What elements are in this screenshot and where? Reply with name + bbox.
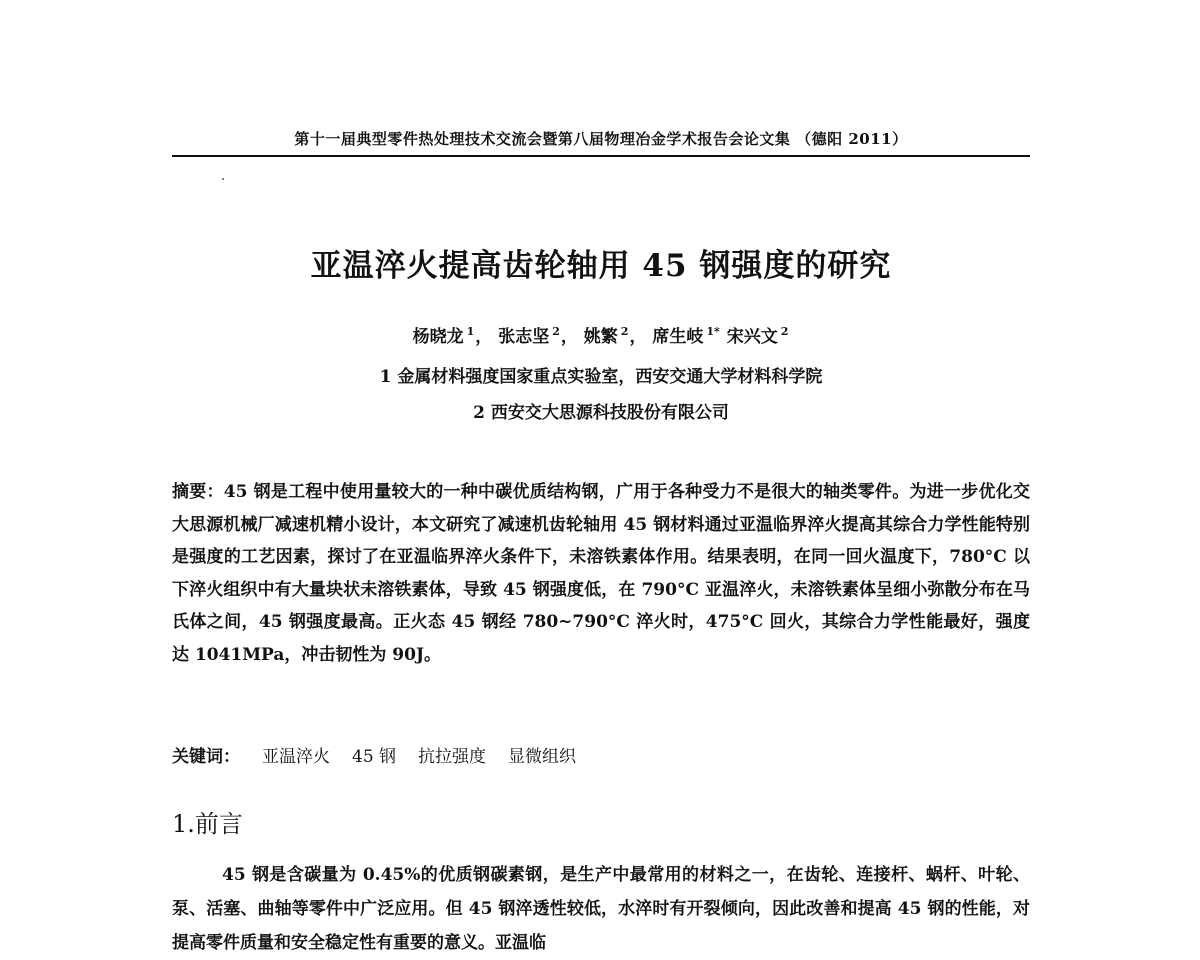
keywords [172, 742, 1030, 767]
author-separator: ， [560, 327, 578, 347]
author-line [172, 322, 1030, 347]
keyword-item: 亚温淬火 [262, 747, 330, 767]
running-header: 第十一届典型零件热处理技术交流会暨第八届物理冶金学术报告会论文集 （德阳 2011） [294, 130, 908, 148]
author-affiliation-mark: 2 [552, 325, 560, 338]
paper-title: 亚温淬火提高齿轮轴用 45 钢强度的研究 [310, 248, 892, 284]
affiliation-2: 2 西安交大思源科技股份有限公司 [473, 403, 729, 423]
keyword-item: 抗拉强度 [418, 747, 487, 767]
author-affiliation-mark: 1 [466, 325, 475, 338]
header-rule [172, 155, 1030, 157]
author-affiliation-mark: 1* [706, 325, 720, 338]
author-separator: ， [629, 327, 647, 347]
author-name: 杨晓龙 [412, 327, 464, 347]
author-affiliation-mark: 2 [620, 325, 629, 338]
author-name: 宋兴文 [726, 327, 778, 347]
keyword-item: 显微组织 [508, 747, 577, 767]
affiliation-1: 1 金属材料强度国家重点实验室，西安交通大学材料科学院 [379, 367, 823, 387]
body-paragraph: 45 钢是含碳量为 0.45%的优质钢碳素钢，是生产中最常用的材料之一，在齿轮、连接杆、蜗杆、叶轮、泵、活塞、曲轴等零件中广泛应用。但 45 钢淬透性较低，水淬时有开裂倾向，因此改善和提高 45 钢的性能，对提高零件质量和安全稳定性有重要的意义。亚温临 [172, 865, 1030, 953]
abstract-text: 45 钢是工程中使用量较大的一种中碳优质结构钢，广用于各种受力不是很大的轴类零件。为进一步优化交大思源机械厂减速机精小设计，本文研究了减速机齿轮轴用 45 钢材料通过亚温临界淬火提高其综合力学性能特别是强度的工艺因素，探讨了在亚温临界淬火条件下，未溶铁素体作用。结果表明，在同一回火温度下，780°C 以下淬火组织中有大量块状未溶铁素体，导致 45 钢强度低，在 790°C 亚温淬火，未溶铁素体呈细小弥散分布在马氏体之间，45 钢强度最高。正火态 45 钢经 780~790°C 淬火时，475°C 回火，其综合力学性能最好，强度达 1041MPa，冲击韧性为 90J。 [172, 482, 1031, 665]
abstract [172, 476, 1030, 671]
abstract-label: 摘要： [172, 482, 224, 502]
author-name: 席生岐 [652, 327, 704, 347]
keyword-item: 45 钢 [352, 747, 397, 767]
author-name: 张志坚 [498, 327, 550, 347]
author-affiliation-mark: 2 [780, 325, 789, 338]
author-separator: ， [475, 327, 493, 347]
author-name: 姚繁 [583, 327, 618, 347]
keywords-label: 关键词： [172, 747, 240, 767]
section-heading: 1.前言 [172, 810, 243, 838]
scan-speck [222, 178, 224, 180]
